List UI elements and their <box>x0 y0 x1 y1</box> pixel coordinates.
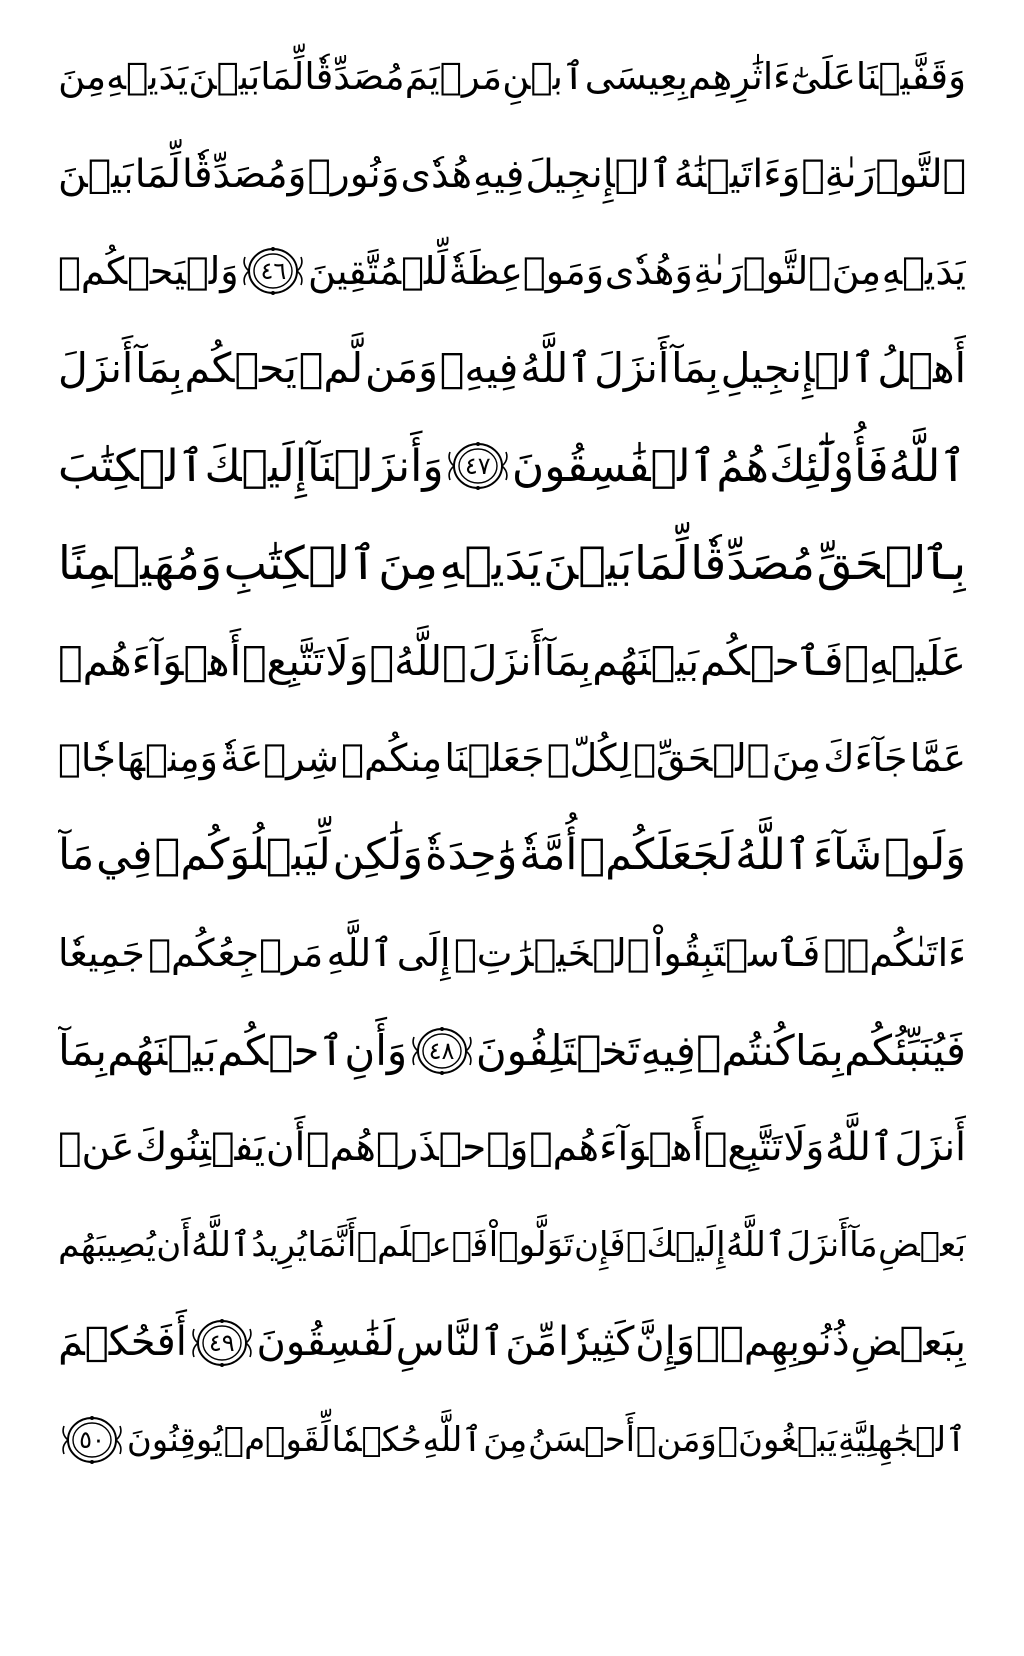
verse-word: ذُنُوبِهِمۡۗ <box>695 1319 850 1366</box>
verse-word: مِنَ <box>771 735 821 780</box>
verse-word: أَنزَلَ <box>786 1224 849 1265</box>
verse-word: بِمَآ <box>135 344 183 393</box>
verse-word: فِيهِ <box>640 1026 696 1076</box>
verse-word: ٱللَّهُ <box>520 344 593 393</box>
verse-word: وَنُورٞ <box>307 151 400 197</box>
ayah-number: ٤٩ <box>208 1328 235 1357</box>
verse-word: ٱللَّهِ <box>422 1419 483 1460</box>
verse-word: عَلَيۡهِۖ <box>844 636 966 685</box>
text-line-10 <box>58 905 966 1002</box>
verse-word: شِرۡعَةٗ <box>220 735 339 780</box>
verse-word: فَإِن <box>574 1224 626 1265</box>
verse-word: فَٱحۡكُم <box>700 636 844 685</box>
verse-word: إِلَيۡكَۖ <box>626 1224 726 1265</box>
verse-word: يَفۡتِنُوكَ <box>135 1125 266 1171</box>
text-line-4 <box>58 320 966 417</box>
verse-word: أَهۡوَآءَهُمۡ <box>58 636 242 685</box>
text-line-13 <box>58 1197 966 1294</box>
verse-word: بَيۡنَهُم <box>107 1026 217 1076</box>
text-line-12 <box>58 1099 966 1196</box>
verse-word: مُصَدِّقٗا <box>690 536 815 591</box>
verse-word: تَخۡتَلِفُونَ <box>475 1026 641 1076</box>
verse-word: ٱللَّهُ <box>825 1125 894 1171</box>
verse-word: بَعۡضِ <box>878 1224 966 1265</box>
verse-word: أَهۡلُ <box>877 344 966 393</box>
verse-word: بَيۡنَ <box>58 151 134 197</box>
verse-word: تَوَلَّوۡاْ <box>488 1224 574 1265</box>
verse-word: أَن <box>156 1224 191 1265</box>
verse-word: إِلَيۡكَ <box>204 440 307 492</box>
ayah-number: ٤٧ <box>464 452 491 481</box>
verse-word: لِّمَا <box>134 151 181 197</box>
verse-word: يُوقِنُونَ <box>126 1419 223 1460</box>
verse-word: إِلَى <box>396 930 451 975</box>
verse-word: وَمَن <box>364 344 438 393</box>
verse-word: أَنزَلَ <box>58 344 134 393</box>
verse-word: لِّيَبۡلُوَكُمۡ <box>154 830 331 881</box>
verse-word: ٱلۡكِتَٰبَ <box>58 440 205 492</box>
verse-word: جَعَلۡنَا <box>444 735 545 780</box>
verse-word: ٱحۡكُم <box>217 1026 345 1076</box>
verse-word: كُنتُمۡ <box>696 1026 795 1076</box>
verse-word: فَيُنَبِّئُكُم <box>844 1026 966 1076</box>
verse-word: وَمَنۡ <box>635 1419 717 1460</box>
verse-word: لِكُلّٖ <box>546 735 631 780</box>
verse-word: بِمَآ <box>543 636 592 685</box>
verse-word: وَلَوۡ <box>884 830 966 881</box>
verse-word: وَهُدٗى <box>604 248 693 293</box>
verse-word: بِٱلۡحَقِّ <box>816 536 966 591</box>
text-line-8 <box>58 710 966 807</box>
verse-word: يُصِيبَهُم <box>58 1224 156 1265</box>
verse-word: وَءَاتَيۡنَٰهُ <box>673 151 801 197</box>
verse-word: ٱلنَّاسِ <box>395 1319 505 1366</box>
verse-word: أَفَحُكۡمَ <box>58 1319 187 1366</box>
text-line-6 <box>58 515 966 612</box>
verse-word: ٱلۡإِنجِيلِ <box>720 344 876 393</box>
verse-word: مِنَ <box>483 1419 528 1460</box>
verse-word: جَآءَكَ <box>823 735 908 780</box>
verse-word: مَرۡجِعُكُمۡ <box>148 930 324 975</box>
verse-word: ٱلۡحَقِّۚ <box>633 735 770 780</box>
verse-word: أُمَّةٗ <box>519 830 578 881</box>
verse-word: تَتَّبِعۡ <box>241 636 325 685</box>
verse-word: ٱلۡفَٰسِقُونَ <box>511 440 717 492</box>
verse-word: عَنۢ <box>58 1125 135 1171</box>
verse-word: يَدَيۡهِ <box>106 55 189 99</box>
ayah-end-marker <box>444 440 512 492</box>
verse-word: ٱللَّهُۖ <box>369 636 467 685</box>
verse-word: فَأُوْلَٰٓئِكَ <box>769 440 889 492</box>
text-line-11 <box>58 1002 966 1099</box>
verse-word: فِيهِ <box>473 151 525 197</box>
verse-word: فَٱسۡتَبِقُواْ <box>652 930 821 975</box>
verse-word: عَلَىٰٓ <box>790 55 856 99</box>
verse-word: ٱللَّهُ <box>191 1224 251 1265</box>
verse-word: وَمِنۡهَاجٗاۚ <box>58 735 218 780</box>
verse-word: أَحۡسَنُ <box>528 1419 636 1460</box>
verse-word: لِّمَا <box>260 55 305 99</box>
verse-word: مَآ <box>58 830 95 881</box>
verse-word: لَفَٰسِقُونَ <box>256 1319 395 1366</box>
verse-word: لِّلۡمُتَّقِينَ <box>308 248 449 293</box>
verse-word: وَلَا <box>783 1125 825 1171</box>
verse-word: فِي <box>96 830 153 881</box>
text-line-9 <box>58 807 966 904</box>
verse-word: أَنَّمَا <box>307 1224 357 1265</box>
ayah-number: ٤٦ <box>260 257 287 286</box>
verse-word: أَنزَلَ <box>894 1125 966 1171</box>
ayah-end-marker <box>188 1317 256 1369</box>
ayah-end-marker <box>408 1025 476 1077</box>
text-line-15 <box>58 1391 966 1488</box>
verse-word: مِنكُمۡ <box>341 735 443 780</box>
verse-word: ٱللَّهُ <box>888 440 966 492</box>
verse-word: شَآءَ <box>812 830 883 881</box>
verse-word: ٱلۡخَيۡرَٰتِۚ <box>453 930 650 975</box>
verse-word: يَدَيۡهِ <box>439 536 542 591</box>
verse-word: وَلَا <box>325 636 369 685</box>
verse-word: ٱلتَّوۡرَىٰةِ <box>693 248 832 293</box>
verse-word: يَبۡغُونَۚ <box>717 1419 838 1460</box>
verse-word: جَمِيعٗا <box>58 930 145 975</box>
verse-word: ٱللَّهُ <box>726 1224 786 1265</box>
verse-word: ٱللَّهِ <box>326 930 394 975</box>
ayah-number: ٥٠ <box>79 1426 105 1455</box>
verse-word: أَن <box>265 1125 306 1171</box>
ayah-end-marker <box>58 1414 126 1466</box>
verse-word: فِيهِۚ <box>439 344 519 393</box>
verse-word: فَٱعۡلَمۡ <box>356 1224 489 1265</box>
verse-word: مُصَدِّقٗا <box>304 55 405 99</box>
text-line-14 <box>58 1294 966 1391</box>
verse-word: يَدَيۡهِ <box>881 248 966 293</box>
text-line-5 <box>58 418 966 515</box>
verse-word: مِّنَ <box>505 1319 558 1366</box>
verse-word: بِمَآ <box>58 1026 107 1076</box>
verse-word: لِّقَوۡمٖ <box>223 1419 331 1460</box>
verse-word: بِمَا <box>794 1026 844 1076</box>
verse-word: وَلۡيَحۡكُمۡ <box>58 248 239 293</box>
verse-word: ءَاتَىٰكُمۡۖ <box>823 930 966 975</box>
verse-word: هُمُ <box>716 440 769 492</box>
verse-word: لِّمَا <box>634 536 689 591</box>
verse-word: وَأَنزَلۡنَآ <box>307 440 444 492</box>
text-line-7 <box>58 612 966 709</box>
verse-word: ٱلۡجَٰهِلِيَّةِ <box>837 1419 966 1460</box>
verse-word: أَنزَلَ <box>594 344 670 393</box>
verse-word: أَهۡوَآءَهُمۡ <box>529 1125 704 1171</box>
text-line-3 <box>58 223 966 320</box>
verse-word: بِعِيسَى <box>584 55 688 99</box>
ayah-number: ٤٨ <box>428 1036 455 1065</box>
verse-word: ٱلۡكِتَٰبِ <box>223 536 377 591</box>
verse-word: وَقَفَّيۡنَا <box>855 55 966 99</box>
verse-word: حُكۡمٗا <box>331 1419 422 1460</box>
verse-word: وَٰحِدَةٗ <box>424 830 518 881</box>
verse-word: ٱلتَّوۡرَىٰةِۖ <box>801 151 966 197</box>
ayah-end-marker <box>239 245 307 297</box>
verse-word: عَمَّا <box>909 735 966 780</box>
verse-word: بِمَآ <box>671 344 719 393</box>
verse-word: بَيۡنَ <box>543 536 633 591</box>
verse-word: أَنزَلَ <box>467 636 543 685</box>
verse-word: مِنَ <box>58 55 107 99</box>
verse-word: ٱبۡنِ <box>502 55 585 99</box>
verse-word: لَّمۡ <box>298 344 364 393</box>
verse-word: وَأَنِ <box>344 1026 408 1076</box>
verse-word: وَلَٰكِن <box>332 830 424 881</box>
verse-word: بَيۡنَ <box>188 55 261 99</box>
verse-word: وَمَوۡعِظَةٗ <box>448 248 605 293</box>
verse-word: بَيۡنَهُم <box>592 636 700 685</box>
verse-word: بِبَعۡضِ <box>850 1319 966 1366</box>
verse-word: وَإِنَّ <box>635 1319 696 1366</box>
verse-word: وَٱحۡذَرۡهُمۡ <box>306 1125 529 1171</box>
verse-word: ٱللَّهُ <box>735 830 811 881</box>
verse-word: وَمُهَيۡمِنًا <box>58 536 223 591</box>
verse-word: وَمُصَدِّقٗا <box>181 151 307 197</box>
verse-word: مِنَ <box>378 536 438 591</box>
verse-word: تَتَّبِعۡ <box>704 1125 783 1171</box>
verse-word: مَرۡيَمَ <box>404 55 503 99</box>
verse-word: لَجَعَلَكُمۡ <box>579 830 734 881</box>
verse-word: هُدٗى <box>400 151 473 197</box>
verse-word: يَحۡكُم <box>184 344 297 393</box>
verse-word: مِنَ <box>831 248 882 293</box>
verse-word: مَآ <box>849 1224 878 1265</box>
verse-word: ءَاثَٰرِهِم <box>687 55 791 99</box>
verse-word: يُرِيدُ <box>251 1224 307 1265</box>
text-line-1 <box>58 28 966 125</box>
verse-word: ٱلۡإِنجِيلَ <box>525 151 673 197</box>
verse-word: كَثِيرٗا <box>558 1319 635 1366</box>
text-line-2 <box>58 125 966 222</box>
